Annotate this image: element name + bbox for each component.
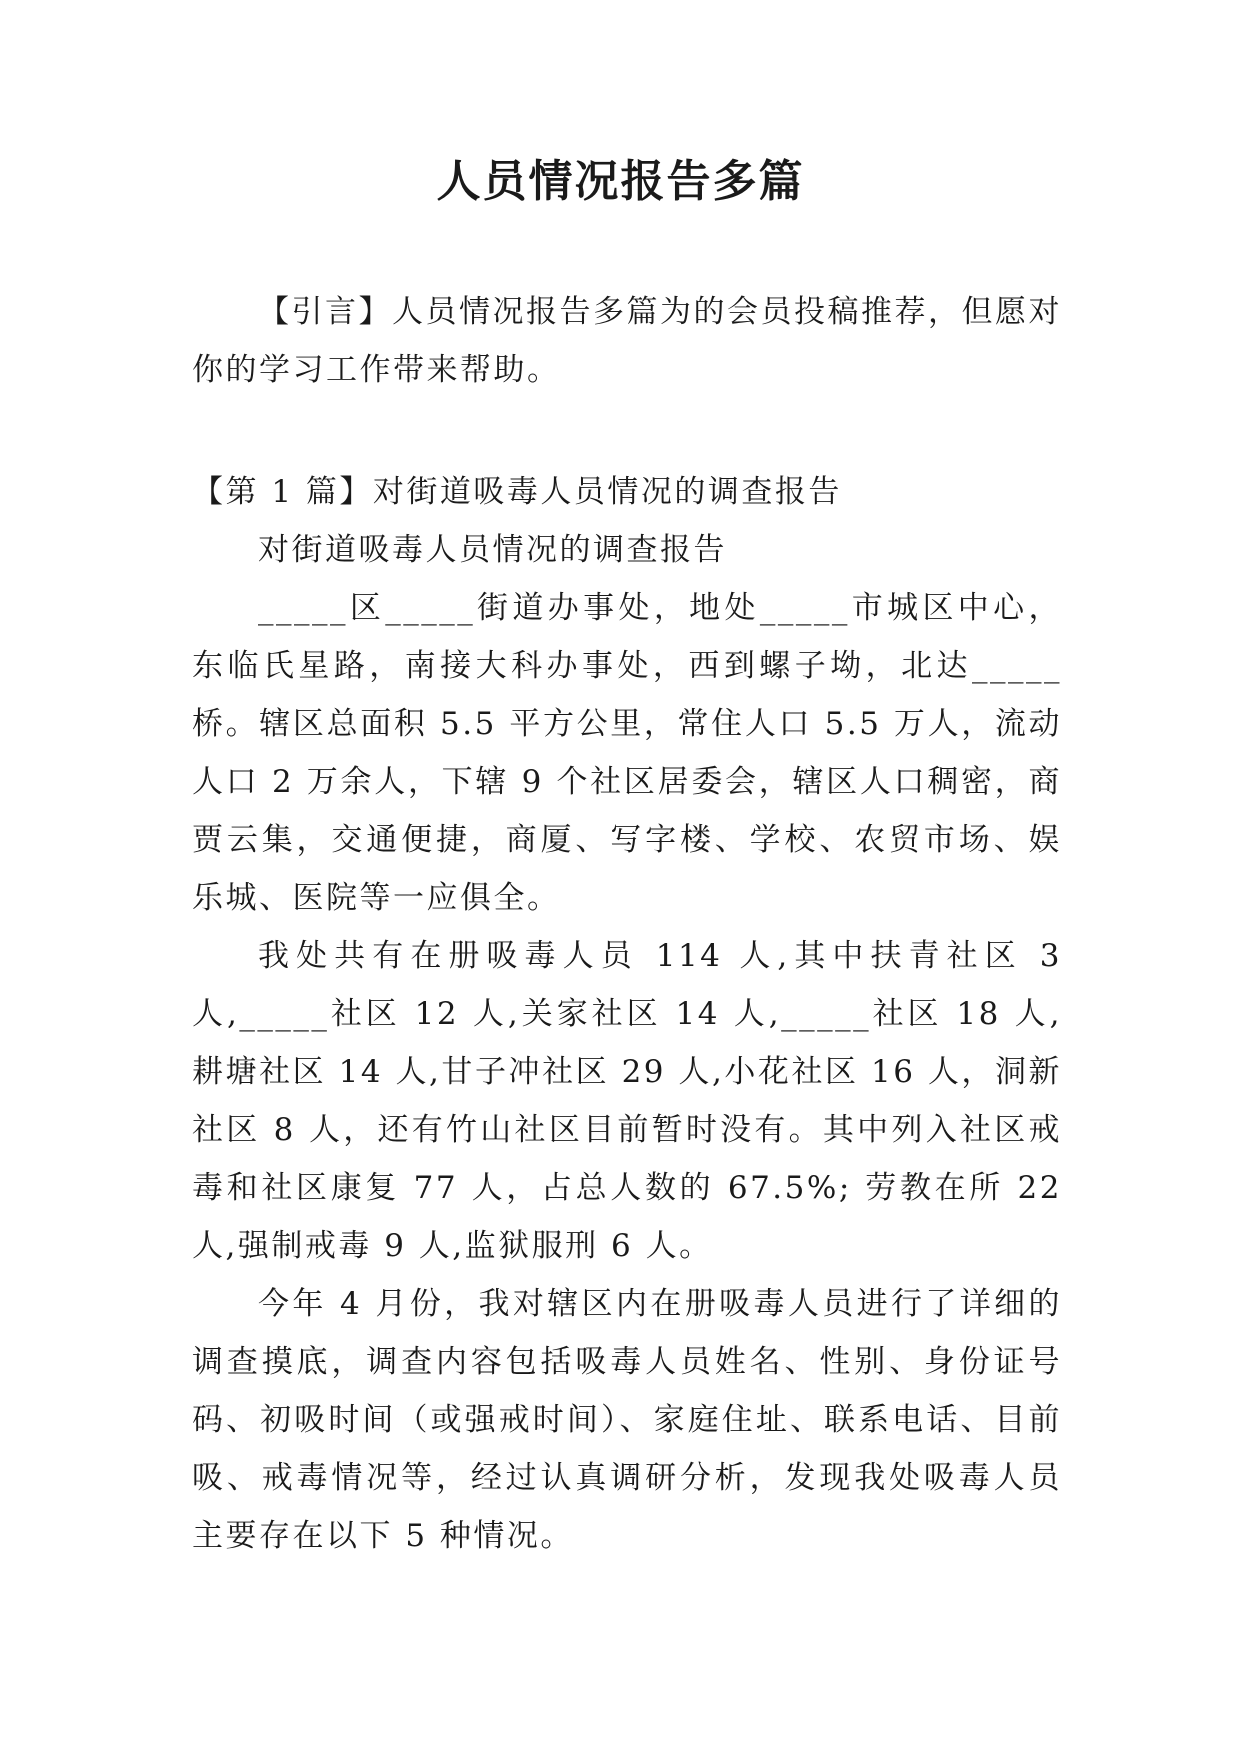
document-title: 人员情况报告多篇: [436, 156, 805, 207]
body-paragraph: _____区_____街道办事处，地处_____市城区中心，东临氏星路，南接大科办事处，西到螺子坳，北达_____桥。辖区总面积 5.5 平方公里，常住人口 5.5 万人，流动人口 2 万余人，下辖 9 个社区居委会，辖区人口稠密，商贾云集，交通便捷，商厦、写字楼、学校、农贸市场、娱乐城、医院等一应俱全。: [192, 590, 1062, 916]
section-subtitle: 对街道吸毒人员情况的调查报告: [258, 532, 727, 568]
section-heading: 【第 1 篇】对街道吸毒人员情况的调查报告: [192, 474, 842, 510]
intro-paragraph: 【引言】人员情况报告多篇为的会员投稿推荐，但愿对你的学习工作带来帮助。: [192, 294, 1062, 388]
body-paragraph: 我处共有在册吸毒人员 114 人,其中扶青社区 3 人,_____社区 12 人,关家社区 14 人,_____社区 18 人,耕塘社区 14 人,甘子冲社区 29 人,小花社区 16 人，洞新社区 8 人，还有竹山社区目前暂时没有。其中列入社区戒毒和社区康复 77 人，占总人数的 67.5%; 劳教在所 22 人,强制戒毒 9 人,监狱服刑 6 人。: [192, 938, 1062, 1264]
body-paragraph: 今年 4 月份，我对辖区内在册吸毒人员进行了详细的调查摸底，调查内容包括吸毒人员姓名、性别、身份证号码、初吸时间（或强戒时间）、家庭住址、联系电话、目前吸、戒毒情况等，经过认真调研分析，发现我处吸毒人员主要存在以下 5 种情况。: [192, 1286, 1062, 1554]
